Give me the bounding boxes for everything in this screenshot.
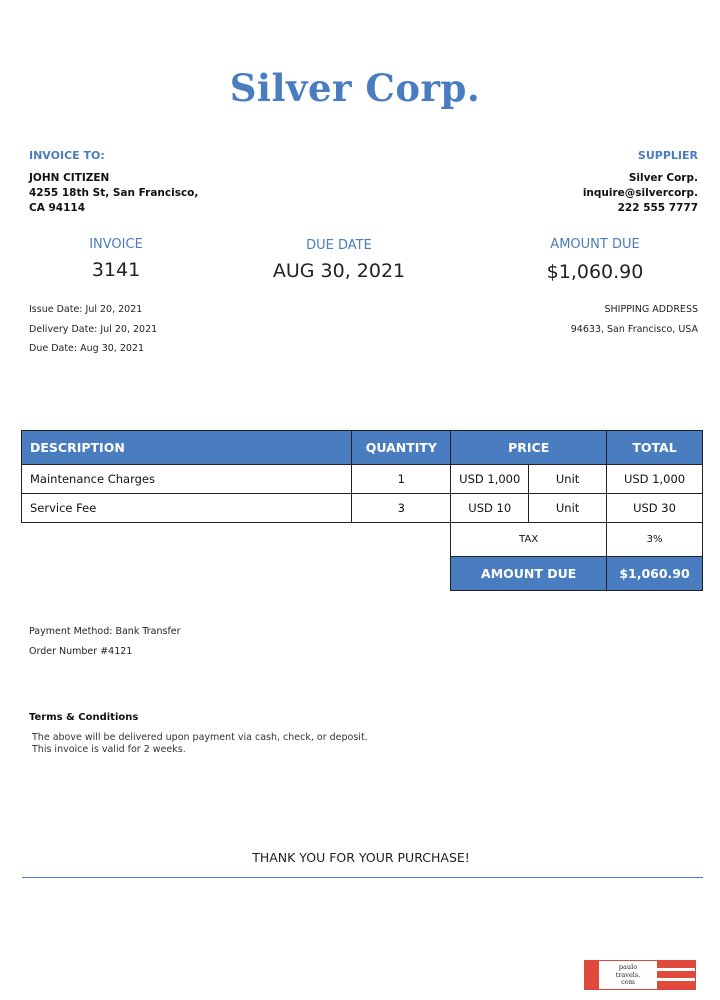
amount-due-footer-value: $1,060.90	[607, 556, 703, 590]
amount-due-footer-label: AMOUNT DUE	[451, 556, 607, 590]
row-price: USD 1,000	[451, 465, 529, 494]
amount-due-label: AMOUNT DUE	[550, 237, 640, 252]
supplier-name: Silver Corp.	[628, 172, 698, 184]
invoice-to-label: INVOICE TO:	[29, 149, 105, 162]
row-description: Maintenance Charges	[22, 465, 352, 494]
row-quantity: 3	[352, 494, 451, 523]
issue-date: Issue Date: Jul 20, 2021	[29, 304, 143, 315]
invoice-number: 3141	[91, 259, 141, 281]
tax-row	[22, 523, 703, 557]
table-header-row	[22, 431, 703, 465]
row-total: USD 30	[607, 494, 703, 523]
supplier-phone: 222 555 7777	[617, 202, 698, 214]
row-unit: Unit	[529, 465, 607, 494]
row-quantity: 1	[352, 465, 451, 494]
shipping-address: 94633, San Francisco, USA	[570, 323, 698, 335]
table-row	[22, 494, 703, 523]
header-total: TOTAL	[607, 431, 703, 465]
row-price: USD 10	[451, 494, 529, 523]
row-unit: Unit	[529, 494, 607, 523]
terms-text	[32, 732, 368, 756]
shipping-block	[571, 300, 698, 339]
watermark-logo	[584, 960, 696, 990]
terms-title: Terms & Conditions	[29, 712, 139, 723]
shipping-address-label: SHIPPING ADDRESS	[604, 304, 698, 315]
customer-address-line1: 4255 18th St, San Francisco,	[29, 187, 199, 199]
terms-line: The above will be delivered upon payment via cash, check, or deposit.	[32, 732, 368, 743]
company-name-heading: Silver Corp.	[229, 66, 481, 110]
tax-value: 3%	[607, 523, 703, 557]
table-row	[22, 465, 703, 494]
line-items-table	[21, 430, 703, 591]
watermark-text: paulo travels. com	[615, 963, 641, 986]
header-description: DESCRIPTION	[22, 431, 352, 465]
supplier-block	[583, 171, 698, 216]
due-date-line: Due Date: Aug 30, 2021	[29, 343, 145, 354]
tax-label: TAX	[451, 523, 607, 557]
header-quantity: QUANTITY	[352, 431, 451, 465]
amount-due-value: $1,060.90	[546, 261, 644, 283]
bill-to-block	[29, 171, 198, 216]
row-description: Service Fee	[22, 494, 352, 523]
supplier-email: inquire@silvercorp.	[582, 187, 698, 199]
due-date-label: DUE DATE	[306, 238, 372, 253]
header-price: PRICE	[451, 431, 607, 465]
footer-divider	[22, 877, 703, 878]
terms-line: This invoice is valid for 2 weeks.	[32, 744, 186, 755]
amount-due-row	[22, 556, 703, 590]
delivery-date: Delivery Date: Jul 20, 2021	[29, 323, 158, 335]
due-date-value: AUG 30, 2021	[272, 260, 406, 282]
supplier-label: SUPPLIER	[637, 149, 698, 162]
dates-block	[29, 300, 157, 359]
payment-method: Payment Method: Bank Transfer	[29, 626, 181, 637]
thank-you-message: THANK YOU FOR YOUR PURCHASE!	[252, 850, 470, 865]
customer-address-line2: CA 94114	[29, 202, 86, 214]
order-number: Order Number #4121	[29, 645, 133, 657]
row-total: USD 1,000	[607, 465, 703, 494]
invoice-number-label: INVOICE	[89, 237, 143, 252]
payment-block	[29, 622, 181, 661]
customer-name: JOHN CITIZEN	[29, 172, 110, 184]
